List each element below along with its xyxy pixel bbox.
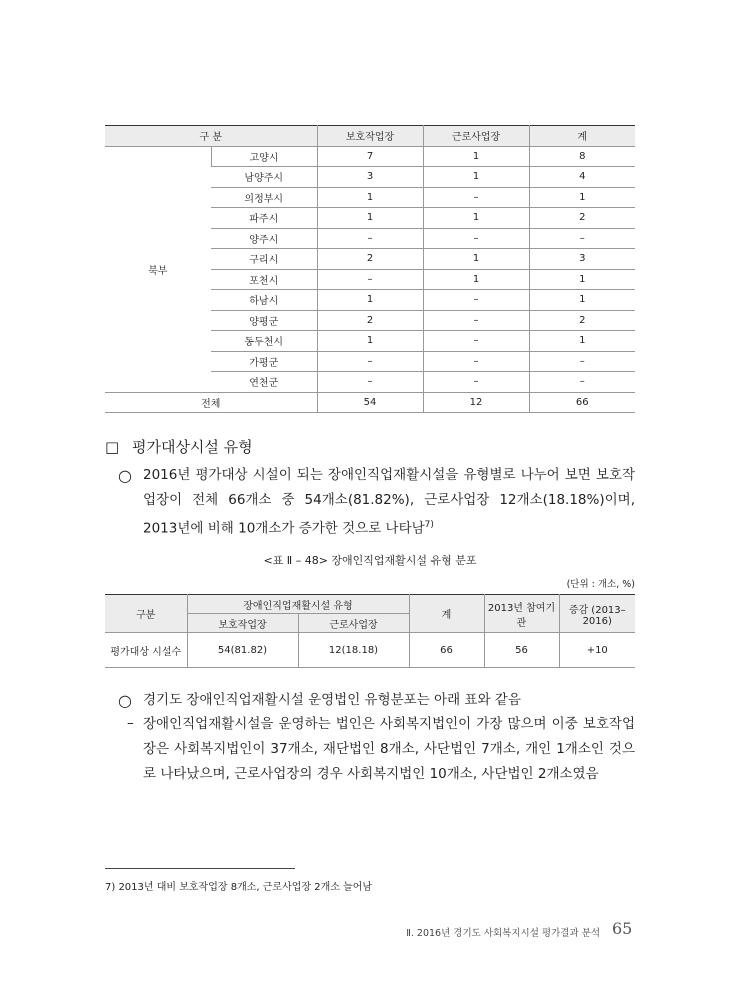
value-cell: 1 [423,167,529,188]
city-cell: 가평군 [211,351,317,372]
value-cell: 2 [317,249,423,270]
header-total: 계 [529,126,635,147]
header-work: 근로사업장 [298,614,409,633]
city-cell: 양주시 [211,228,317,249]
city-cell: 하남시 [211,290,317,311]
value-cell: 1 [529,269,635,290]
value-cell: – [317,372,423,393]
value-cell: 1 [317,187,423,208]
table-header-row [105,595,635,614]
region-cell: 북부 [105,146,211,392]
table-row [105,146,635,167]
city-cell: 고양시 [211,146,317,167]
value-cell: – [529,228,635,249]
value-cell: 1 [423,146,529,167]
paragraph-text: 2016년 평가대상 시설이 되는 장애인직업재활시설을 유형별로 나누어 보면 보호작업장이 전체 66개소 중 54개소(81.82%), 근로사업장 12개소(18.18%)이며, 2013년에 비해 10개소가 증가한 것으로 나타남 [143,467,635,537]
paragraph-type-distribution [143,463,635,542]
value-cell: 8 [529,146,635,167]
value-cell: 2 [317,310,423,331]
table-caption: <표 Ⅱ – 48> 장애인직업재활시설 유형 분포 [263,554,477,567]
table-row [105,633,635,668]
value-cell: 3 [317,167,423,188]
page-number: 65 [612,919,633,938]
row-label: 평가대상 시설수 [105,633,187,668]
paragraph-corp-distribution: 경기도 장애인직업재활시설 운영법인 유형분포는 아래 표와 같음 [143,692,521,708]
dash-bullet-icon: – [127,715,134,731]
value-cell: 1 [529,331,635,352]
value-cell: 66 [409,633,484,668]
value-cell: 1 [317,208,423,229]
paragraph-corp-details: 장애인직업재활시설을 운영하는 법인은 사회복지법인이 가장 많으며 이중 보호작업장은 사회복지법인이 37개소, 재단법인 8개소, 사단법인 7개소, 개인 1개소인 것으로 나타났으며, 근로사업장의 경우 사회복지법인 10개소, 사단법인 2개소였음 [143,716,635,782]
section-title: 평가대상시설 유형 [131,438,253,456]
city-cell: 양평군 [211,310,317,331]
value-cell: 2 [529,208,635,229]
footnote-divider [105,868,295,869]
city-cell: 의정부시 [211,187,317,208]
header-category: 구분 [105,595,187,633]
unit-label: (단위 : 개소, %) [566,579,635,590]
square-bullet-icon: □ [105,438,120,456]
value-cell: 56 [484,633,559,668]
circle-bullet-icon: ○ [118,691,132,710]
city-cell: 구리시 [211,249,317,270]
value-cell: – [423,187,529,208]
value-cell: – [423,228,529,249]
city-cell: 연천군 [211,372,317,393]
value-cell: – [423,351,529,372]
section-heading [105,436,253,457]
value-cell: 1 [529,187,635,208]
value-cell: – [317,228,423,249]
value-cell: 12(18.18) [298,633,409,668]
footnote-ref: 7) [424,520,434,530]
value-cell: +10 [559,633,635,668]
facility-type-table [105,594,635,668]
header-protect: 보호작업장 [317,126,423,147]
header-work: 근로사업장 [423,126,529,147]
value-cell: 1 [317,290,423,311]
value-cell: 3 [529,249,635,270]
value-cell: 4 [529,167,635,188]
value-cell: 2 [529,310,635,331]
circle-bullet-icon: ○ [118,466,132,485]
city-cell: 남양주시 [211,167,317,188]
value-cell: 1 [423,269,529,290]
value-cell: – [317,269,423,290]
header-2013: 2013년 참여기관 [484,595,559,633]
value-cell: 12 [423,392,529,413]
value-cell: 1 [423,208,529,229]
footnote: 7) 2013년 대비 보호작업장 8개소, 근로사업장 2개소 늘어남 [105,882,373,893]
header-protect: 보호작업장 [187,614,298,633]
value-cell: 54 [317,392,423,413]
value-cell: – [529,372,635,393]
value-cell: – [529,351,635,372]
value-cell: – [423,372,529,393]
value-cell: – [423,290,529,311]
city-cell: 동두천시 [211,331,317,352]
value-cell: – [423,331,529,352]
value-cell: 54(81.82) [187,633,298,668]
header-change: 증감 (2013–2016) [559,595,635,633]
total-row [105,392,635,413]
value-cell: 7 [317,146,423,167]
header-category: 구 분 [105,126,317,147]
value-cell: 1 [317,331,423,352]
total-label: 전체 [105,392,317,413]
value-cell: 1 [423,249,529,270]
city-cell: 파주시 [211,208,317,229]
region-facility-table [105,125,635,413]
header-type-group: 장애인직업재활시설 유형 [187,595,409,614]
value-cell: 66 [529,392,635,413]
running-footer: Ⅱ. 2016년 경기도 사회복지시설 평가결과 분석 [406,928,600,939]
table-header-row [105,126,635,147]
value-cell: 1 [529,290,635,311]
header-total: 계 [409,595,484,633]
city-cell: 포천시 [211,269,317,290]
value-cell: – [423,310,529,331]
value-cell: – [317,351,423,372]
